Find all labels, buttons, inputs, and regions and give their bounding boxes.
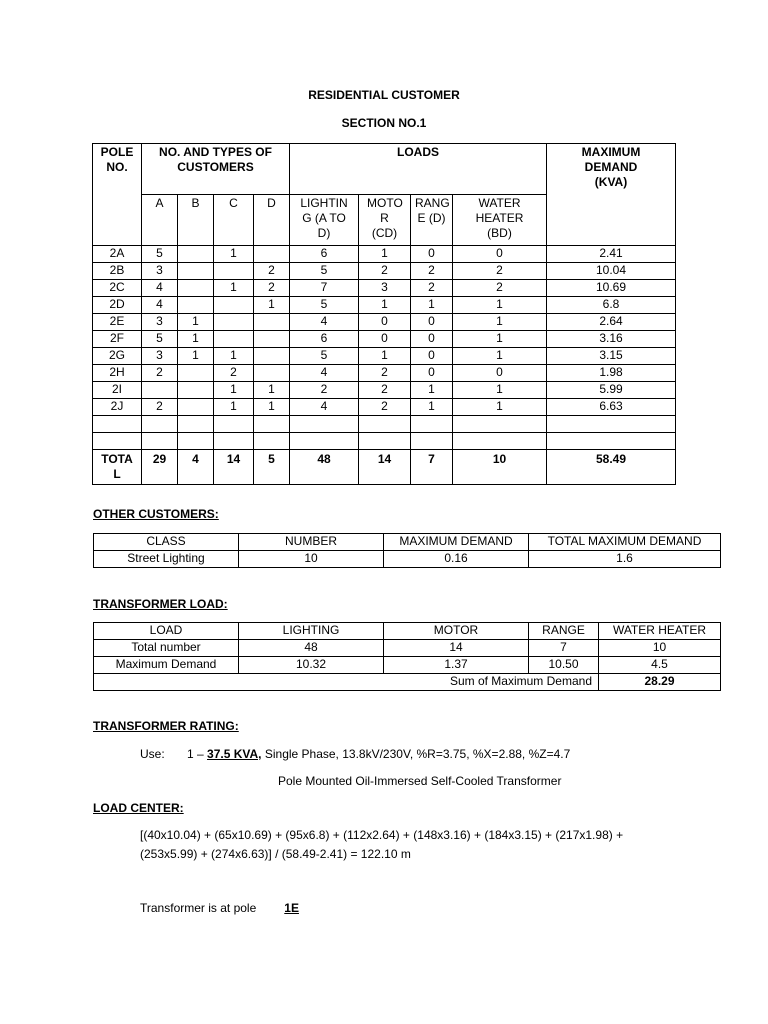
pole-id: 2A bbox=[93, 246, 142, 263]
load-center-formula-line1: [(40x10.04) + (65x10.69) + (95x6.8) + (112x2.64) + (148x3.16) + (184x3.15) + (217x1.98) + bbox=[140, 828, 624, 842]
table-cell bbox=[178, 382, 214, 399]
rating-kva: 37.5 KVA, bbox=[207, 747, 262, 761]
table-cell: 0 bbox=[453, 365, 547, 382]
pole-id: 2I bbox=[93, 382, 142, 399]
lighting-col: LIGHTIN G (A TO D) bbox=[290, 195, 359, 246]
table-row bbox=[93, 399, 676, 416]
pole-id: 2B bbox=[93, 263, 142, 280]
table-cell: 0 bbox=[453, 246, 547, 263]
table-cell: 1 bbox=[453, 331, 547, 348]
table-cell: 5 bbox=[290, 348, 359, 365]
transformer-pole-value: 1E bbox=[284, 901, 299, 915]
transformer-pole-line bbox=[140, 901, 324, 915]
other-cell: 1.6 bbox=[529, 551, 721, 568]
table-cell: 0 bbox=[411, 314, 453, 331]
residential-customer-table bbox=[92, 143, 676, 485]
table-cell: 1 bbox=[214, 246, 254, 263]
transformer-rating-heading: TRANSFORMER RATING: bbox=[93, 719, 239, 733]
table-cell: 2 bbox=[254, 263, 290, 280]
table-cell: 1 bbox=[453, 348, 547, 365]
sum-max-demand-value: 28.29 bbox=[599, 674, 721, 691]
table-cell bbox=[178, 365, 214, 382]
table-cell: 2 bbox=[142, 365, 178, 382]
table-cell: 1 bbox=[214, 280, 254, 297]
table-row bbox=[93, 280, 676, 297]
table-cell: 3 bbox=[359, 280, 411, 297]
pole-no-header: POLE NO. bbox=[93, 144, 142, 246]
table-cell bbox=[178, 246, 214, 263]
rating-spec: Single Phase, 13.8kV/230V, %R=3.75, %X=2.88, %Z=4.7 bbox=[264, 747, 571, 761]
transformer-description: Pole Mounted Oil-Immersed Self-Cooled Transformer bbox=[278, 774, 562, 788]
table-cell: 2 bbox=[359, 382, 411, 399]
other-customers-heading: OTHER CUSTOMERS: bbox=[93, 507, 219, 521]
table-cell: 1 bbox=[453, 297, 547, 314]
table-cell: 1 bbox=[453, 382, 547, 399]
table-cell: 0 bbox=[411, 331, 453, 348]
pole-id: 2H bbox=[93, 365, 142, 382]
total-value: 48 bbox=[290, 450, 359, 485]
table-cell: 2 bbox=[254, 280, 290, 297]
xfmr-cell: Maximum Demand bbox=[94, 657, 239, 674]
table-cell: 1 bbox=[178, 314, 214, 331]
table-cell: 4 bbox=[290, 399, 359, 416]
pole-id: 2F bbox=[93, 331, 142, 348]
customer-col-b: B bbox=[178, 195, 214, 246]
customer-col-c: C bbox=[214, 195, 254, 246]
xfmr-cell: 1.37 bbox=[384, 657, 529, 674]
table-cell bbox=[178, 280, 214, 297]
table-cell bbox=[178, 263, 214, 280]
other-header-max-demand: MAXIMUM DEMAND bbox=[384, 534, 529, 551]
table-row bbox=[93, 263, 676, 280]
table-cell: 2 bbox=[359, 399, 411, 416]
pole-id: 2C bbox=[93, 280, 142, 297]
table-cell: 0 bbox=[359, 331, 411, 348]
xfmr-cell: Total number bbox=[94, 640, 239, 657]
other-header-total-max-demand: TOTAL MAXIMUM DEMAND bbox=[529, 534, 721, 551]
max-demand-header: MAXIMUM DEMAND (KVA) bbox=[547, 144, 676, 246]
section-label: SECTION NO.1 bbox=[341, 116, 427, 130]
table-cell bbox=[254, 331, 290, 348]
xfmr-header-motor: MOTOR bbox=[384, 623, 529, 640]
other-cell: 0.16 bbox=[384, 551, 529, 568]
transformer-pole-label: Transformer is at pole bbox=[140, 901, 257, 915]
table-cell: 4 bbox=[142, 280, 178, 297]
transformer-load-table bbox=[93, 622, 721, 691]
xfmr-cell: 4.5 bbox=[599, 657, 721, 674]
table-cell: 1 bbox=[214, 382, 254, 399]
pole-id: 2G bbox=[93, 348, 142, 365]
table-cell: 0 bbox=[359, 314, 411, 331]
table-row bbox=[93, 331, 676, 348]
table-cell: 1 bbox=[254, 297, 290, 314]
table-cell: 0 bbox=[411, 365, 453, 382]
table-cell: 3 bbox=[142, 263, 178, 280]
table-cell bbox=[214, 314, 254, 331]
table-cell: 2 bbox=[142, 399, 178, 416]
xfmr-cell: 7 bbox=[529, 640, 599, 657]
xfmr-header-water-heater: WATER HEATER bbox=[599, 623, 721, 640]
total-value: 10 bbox=[453, 450, 547, 485]
xfmr-header-lighting: LIGHTING bbox=[239, 623, 384, 640]
total-value: 29 bbox=[142, 450, 178, 485]
total-label: TOTA L bbox=[93, 450, 142, 485]
table-cell: 1 bbox=[178, 331, 214, 348]
customer-col-a: A bbox=[142, 195, 178, 246]
table-cell: 5 bbox=[142, 246, 178, 263]
table-cell: 2 bbox=[411, 280, 453, 297]
table-cell: 3 bbox=[142, 348, 178, 365]
table-cell: 6.63 bbox=[547, 399, 676, 416]
table-cell: 2 bbox=[411, 263, 453, 280]
table-cell: 7 bbox=[290, 280, 359, 297]
table-cell: 2.41 bbox=[547, 246, 676, 263]
customer-col-d: D bbox=[254, 195, 290, 246]
table-cell: 3 bbox=[142, 314, 178, 331]
table-cell: 3.15 bbox=[547, 348, 676, 365]
table-cell: 1 bbox=[359, 246, 411, 263]
total-value: 5 bbox=[254, 450, 290, 485]
total-max-demand: 58.49 bbox=[547, 450, 676, 485]
table-cell: 3.16 bbox=[547, 331, 676, 348]
table-cell bbox=[214, 263, 254, 280]
total-value: 7 bbox=[411, 450, 453, 485]
table-row bbox=[93, 297, 676, 314]
rating-prefix: 1 – bbox=[187, 747, 204, 761]
table-cell: 1 bbox=[214, 399, 254, 416]
table-cell: 5 bbox=[142, 331, 178, 348]
table-cell: 1 bbox=[411, 297, 453, 314]
pole-id: 2E bbox=[93, 314, 142, 331]
table-cell: 1 bbox=[254, 399, 290, 416]
transformer-load-heading: TRANSFORMER LOAD: bbox=[93, 597, 228, 611]
table-cell: 1 bbox=[411, 399, 453, 416]
document-title: RESIDENTIAL CUSTOMER bbox=[308, 88, 460, 102]
table-cell bbox=[254, 365, 290, 382]
pole-id: 2J bbox=[93, 399, 142, 416]
table-cell: 1 bbox=[453, 399, 547, 416]
table-row bbox=[93, 365, 676, 382]
table-cell: 5.99 bbox=[547, 382, 676, 399]
table-cell: 6 bbox=[290, 331, 359, 348]
table-cell: 1.98 bbox=[547, 365, 676, 382]
table-cell: 2 bbox=[359, 365, 411, 382]
table-cell: 5 bbox=[290, 263, 359, 280]
pole-id: 2D bbox=[93, 297, 142, 314]
table-cell: 1 bbox=[453, 314, 547, 331]
table-cell bbox=[214, 331, 254, 348]
table-cell: 2.64 bbox=[547, 314, 676, 331]
table-row bbox=[93, 246, 676, 263]
total-value: 14 bbox=[359, 450, 411, 485]
other-header-number: NUMBER bbox=[239, 534, 384, 551]
load-center-heading: LOAD CENTER: bbox=[93, 801, 184, 815]
table-cell: 4 bbox=[290, 365, 359, 382]
table-cell bbox=[254, 348, 290, 365]
range-col: RANG E (D) bbox=[411, 195, 453, 246]
xfmr-header-range: RANGE bbox=[529, 623, 599, 640]
table-cell: 2 bbox=[453, 263, 547, 280]
other-cell: 10 bbox=[239, 551, 384, 568]
use-label: Use: bbox=[140, 747, 165, 761]
table-cell bbox=[142, 382, 178, 399]
table-cell bbox=[254, 246, 290, 263]
xfmr-cell: 10.50 bbox=[529, 657, 599, 674]
table-cell: 10.04 bbox=[547, 263, 676, 280]
table-cell bbox=[178, 399, 214, 416]
table-cell: 2 bbox=[214, 365, 254, 382]
sum-max-demand-label: Sum of Maximum Demand bbox=[94, 674, 599, 691]
table-cell: 0 bbox=[411, 348, 453, 365]
motor-col: MOTO R (CD) bbox=[359, 195, 411, 246]
total-value: 4 bbox=[178, 450, 214, 485]
xfmr-header-load: LOAD bbox=[94, 623, 239, 640]
total-value: 14 bbox=[214, 450, 254, 485]
table-cell: 1 bbox=[254, 382, 290, 399]
other-header-class: CLASS bbox=[94, 534, 239, 551]
table-cell: 5 bbox=[290, 297, 359, 314]
table-cell: 6.8 bbox=[547, 297, 676, 314]
table-cell: 4 bbox=[290, 314, 359, 331]
table-cell: 1 bbox=[359, 348, 411, 365]
xfmr-cell: 10.32 bbox=[239, 657, 384, 674]
rating-line bbox=[187, 747, 570, 761]
xfmr-cell: 48 bbox=[239, 640, 384, 657]
load-center-formula-line2: (253x5.99) + (274x6.63)] / (58.49-2.41) = 122.10 m bbox=[140, 847, 411, 861]
table-row bbox=[93, 348, 676, 365]
table-cell: 1 bbox=[411, 382, 453, 399]
table-row bbox=[93, 314, 676, 331]
table-cell bbox=[214, 297, 254, 314]
table-row bbox=[93, 382, 676, 399]
table-cell: 10.69 bbox=[547, 280, 676, 297]
table-cell: 6 bbox=[290, 246, 359, 263]
loads-header: LOADS bbox=[290, 144, 547, 195]
customer-types-header: NO. AND TYPES OF CUSTOMERS bbox=[142, 144, 290, 195]
water-heater-col: WATER HEATER (BD) bbox=[453, 195, 547, 246]
table-cell: 2 bbox=[453, 280, 547, 297]
table-cell: 2 bbox=[359, 263, 411, 280]
xfmr-cell: 10 bbox=[599, 640, 721, 657]
table-cell bbox=[178, 297, 214, 314]
table-cell bbox=[254, 314, 290, 331]
table-cell: 1 bbox=[359, 297, 411, 314]
other-customers-table bbox=[93, 533, 721, 568]
table-cell: 1 bbox=[178, 348, 214, 365]
table-cell: 4 bbox=[142, 297, 178, 314]
xfmr-cell: 14 bbox=[384, 640, 529, 657]
table-cell: 2 bbox=[290, 382, 359, 399]
table-cell: 1 bbox=[214, 348, 254, 365]
table-cell: 0 bbox=[411, 246, 453, 263]
other-cell: Street Lighting bbox=[94, 551, 239, 568]
